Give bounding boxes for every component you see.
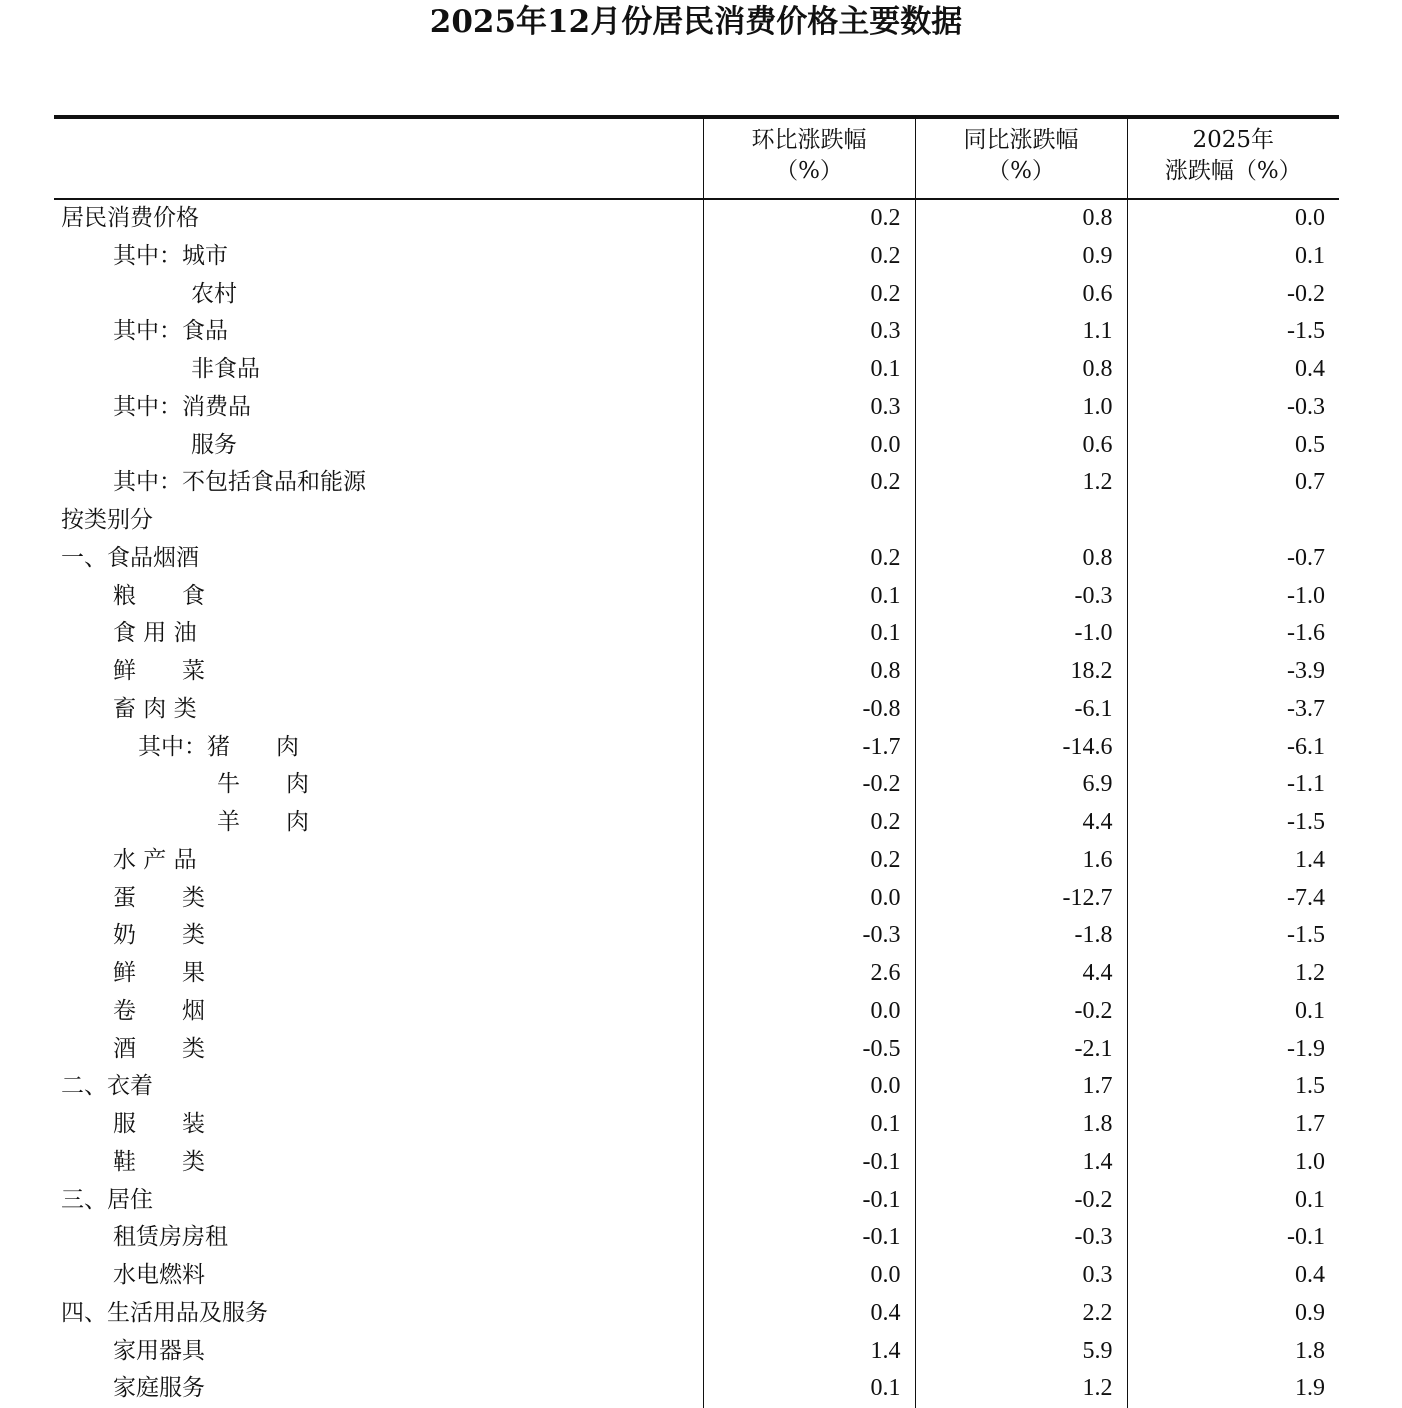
cpi-table: [54, 119, 1339, 1408]
annual-value: 1.4: [1295, 846, 1325, 873]
table-row: [54, 880, 1339, 918]
yoy-value: 1.2: [915, 464, 1127, 502]
table-row: [54, 1182, 1339, 1220]
annual-value: -1.5: [1287, 809, 1325, 835]
yoy-value: 4.4: [915, 804, 1127, 842]
table-row: [54, 955, 1339, 993]
mom-value: 0.1: [703, 1370, 915, 1408]
row-label: 家庭服务: [54, 1370, 703, 1408]
annual-value: 0.7: [1295, 469, 1325, 496]
yoy-value: -14.6: [915, 729, 1127, 767]
annual-value: [1127, 502, 1339, 540]
annual-value: 0.1: [1295, 1186, 1325, 1213]
yoy-value: 4.4: [915, 955, 1127, 993]
mom-value: 0.1: [703, 615, 915, 653]
annual-value: 0.9: [1295, 1299, 1325, 1326]
table-row: [54, 1144, 1339, 1182]
mom-value: 0.2: [703, 842, 915, 880]
annual-value: 1.9: [1295, 1375, 1325, 1402]
row-label: 牛 肉: [54, 766, 703, 804]
row-label: 按类别分: [54, 502, 703, 540]
mom-value: 0.0: [703, 993, 915, 1031]
yoy-value: -0.3: [915, 578, 1127, 616]
table-row: [54, 615, 1339, 653]
table-row: [54, 1257, 1339, 1295]
header-mom-line1: 环比涨跌幅: [751, 127, 867, 153]
row-label: 畜 肉 类: [54, 691, 703, 729]
yoy-value: -1.8: [915, 917, 1127, 955]
table-row: [54, 502, 1339, 540]
annual-value: 0.1: [1295, 242, 1325, 269]
yoy-value: 5.9: [915, 1333, 1127, 1371]
annual-value: -1.0: [1287, 582, 1325, 609]
mom-value: 1.4: [703, 1333, 915, 1371]
mom-value: -0.3: [703, 917, 915, 955]
yoy-value: -2.1: [915, 1031, 1127, 1069]
header-mom-line2: （%）: [775, 158, 843, 184]
row-label: 四、生活用品及服务: [54, 1295, 703, 1333]
table-row: [54, 199, 1339, 238]
table-row: [54, 1031, 1339, 1069]
table-row: [54, 351, 1339, 389]
annual-value: -1.1: [1287, 771, 1325, 798]
yoy-value: 0.8: [915, 351, 1127, 389]
row-label: 羊 肉: [54, 804, 703, 842]
row-label: 卷 烟: [54, 993, 703, 1031]
row-label: 其中：不包括食品和能源: [54, 464, 703, 502]
yoy-value: 0.8: [915, 199, 1127, 238]
table-row: [54, 842, 1339, 880]
mom-value: -1.7: [703, 729, 915, 767]
mom-value: 0.0: [703, 880, 915, 918]
mom-value: -0.2: [703, 766, 915, 804]
yoy-value: 0.9: [915, 238, 1127, 276]
mom-value: 0.3: [703, 389, 915, 427]
yoy-value: 0.3: [915, 1257, 1127, 1295]
table-row: [54, 1219, 1339, 1257]
row-label: 其中：城市: [54, 238, 703, 276]
row-label: 鞋 类: [54, 1144, 703, 1182]
table-row: [54, 238, 1339, 276]
yoy-value: 0.6: [915, 427, 1127, 465]
mom-value: 0.3: [703, 313, 915, 351]
annual-value: 1.0: [1295, 1148, 1325, 1175]
row-label: 水电燃料: [54, 1257, 703, 1295]
row-label: 农村: [54, 276, 703, 314]
yoy-value: 1.8: [915, 1106, 1127, 1144]
row-label: 服 装: [54, 1106, 703, 1144]
mom-value: 0.2: [703, 464, 915, 502]
mom-value: 0.0: [703, 1068, 915, 1106]
yoy-value: 1.2: [915, 1370, 1127, 1408]
row-label: 水 产 品: [54, 842, 703, 880]
yoy-value: 1.6: [915, 842, 1127, 880]
table-row: [54, 1333, 1339, 1371]
row-label: 粮 食: [54, 578, 703, 616]
table-row: [54, 578, 1339, 616]
yoy-value: 18.2: [915, 653, 1127, 691]
row-label: 其中：消费品: [54, 389, 703, 427]
yoy-value: 2.2: [915, 1295, 1127, 1333]
mom-value: 0.1: [703, 351, 915, 389]
mom-value: 0.8: [703, 653, 915, 691]
yoy-value: -0.2: [915, 993, 1127, 1031]
mom-value: [703, 502, 915, 540]
header-yoy-line2: （%）: [987, 158, 1055, 184]
mom-value: 0.0: [703, 427, 915, 465]
annual-value: -7.4: [1287, 884, 1325, 911]
table-row: [54, 1106, 1339, 1144]
yoy-value: 6.9: [915, 766, 1127, 804]
yoy-value: 0.8: [915, 540, 1127, 578]
mom-value: 0.2: [703, 199, 915, 238]
annual-value: -3.9: [1287, 658, 1325, 684]
table-row: [54, 276, 1339, 314]
mom-value: 0.2: [703, 804, 915, 842]
table-row: [54, 540, 1339, 578]
header-mom: [703, 119, 915, 199]
table-row: [54, 917, 1339, 955]
yoy-value: 1.7: [915, 1068, 1127, 1106]
mom-value: 2.6: [703, 955, 915, 993]
annual-value: 0.0: [1295, 205, 1325, 231]
row-label: 三、居住: [54, 1182, 703, 1220]
annual-value: 0.4: [1295, 1262, 1325, 1288]
annual-value: -0.1: [1287, 1224, 1325, 1251]
header-yoy: [915, 119, 1127, 199]
annual-value: 0.5: [1295, 431, 1325, 458]
row-label: 食 用 油: [54, 615, 703, 653]
cpi-table-container: [54, 115, 1339, 1408]
table-row: [54, 804, 1339, 842]
table-row: [54, 993, 1339, 1031]
table-row: [54, 464, 1339, 502]
mom-value: 0.0: [703, 1257, 915, 1295]
table-row: [54, 1295, 1339, 1333]
header-row: [54, 119, 1339, 199]
yoy-value: 1.0: [915, 389, 1127, 427]
mom-value: 0.2: [703, 540, 915, 578]
annual-value: 1.8: [1295, 1337, 1325, 1364]
yoy-value: -12.7: [915, 880, 1127, 918]
row-label: 其中：食品: [54, 313, 703, 351]
table-row: [54, 729, 1339, 767]
annual-value: -6.1: [1287, 733, 1325, 760]
row-label: 鲜 菜: [54, 653, 703, 691]
row-label: 居民消费价格: [54, 199, 703, 238]
row-label: 奶 类: [54, 917, 703, 955]
table-row: [54, 691, 1339, 729]
table-row: [54, 766, 1339, 804]
annual-value: -1.9: [1287, 1035, 1325, 1062]
header-annual-line2: 涨跌幅（%）: [1164, 158, 1302, 184]
yoy-value: -0.2: [915, 1182, 1127, 1220]
annual-value: 0.4: [1295, 356, 1325, 382]
annual-value: 1.2: [1295, 960, 1325, 986]
mom-value: 0.4: [703, 1295, 915, 1333]
table-row: [54, 1370, 1339, 1408]
row-label: 一、食品烟酒: [54, 540, 703, 578]
yoy-value: 0.6: [915, 276, 1127, 314]
table-row: [54, 313, 1339, 351]
yoy-value: 1.4: [915, 1144, 1127, 1182]
table-row: [54, 427, 1339, 465]
table-row: [54, 653, 1339, 691]
annual-value: 1.5: [1295, 1073, 1325, 1100]
annual-value: -0.2: [1287, 280, 1325, 307]
row-label: 租赁房房租: [54, 1219, 703, 1257]
table-row: [54, 389, 1339, 427]
mom-value: -0.1: [703, 1144, 915, 1182]
yoy-value: 1.1: [915, 313, 1127, 351]
yoy-value: -0.3: [915, 1219, 1127, 1257]
mom-value: 0.2: [703, 238, 915, 276]
table-row: [54, 1068, 1339, 1106]
mom-value: 0.1: [703, 578, 915, 616]
header-yoy-line1: 同比涨跌幅: [963, 127, 1079, 153]
annual-value: -3.7: [1287, 695, 1325, 722]
annual-value: -0.3: [1287, 393, 1325, 420]
row-label: 其中：猪 肉: [54, 729, 703, 767]
yoy-value: [915, 502, 1127, 540]
row-label: 酒 类: [54, 1031, 703, 1069]
mom-value: -0.1: [703, 1219, 915, 1257]
annual-value: 1.7: [1295, 1111, 1325, 1137]
yoy-value: -1.0: [915, 615, 1127, 653]
mom-value: 0.1: [703, 1106, 915, 1144]
yoy-value: -6.1: [915, 691, 1127, 729]
annual-value: -0.7: [1287, 544, 1325, 571]
mom-value: -0.8: [703, 691, 915, 729]
mom-value: -0.1: [703, 1182, 915, 1220]
header-annual: [1127, 119, 1339, 199]
header-item: [54, 119, 703, 199]
row-label: 服务: [54, 427, 703, 465]
row-label: 二、衣着: [54, 1068, 703, 1106]
row-label: 鲜 果: [54, 955, 703, 993]
row-label: 非食品: [54, 351, 703, 389]
annual-value: -1.5: [1287, 318, 1325, 345]
annual-value: -1.6: [1287, 620, 1325, 647]
mom-value: 0.2: [703, 276, 915, 314]
page-title: 2025年12月份居民消费价格主要数据: [429, 4, 963, 40]
row-label: 蛋 类: [54, 880, 703, 918]
header-annual-line1: 2025年: [1192, 127, 1275, 153]
mom-value: -0.5: [703, 1031, 915, 1069]
annual-value: -1.5: [1287, 922, 1325, 949]
row-label: 家用器具: [54, 1333, 703, 1371]
annual-value: 0.1: [1295, 997, 1325, 1024]
